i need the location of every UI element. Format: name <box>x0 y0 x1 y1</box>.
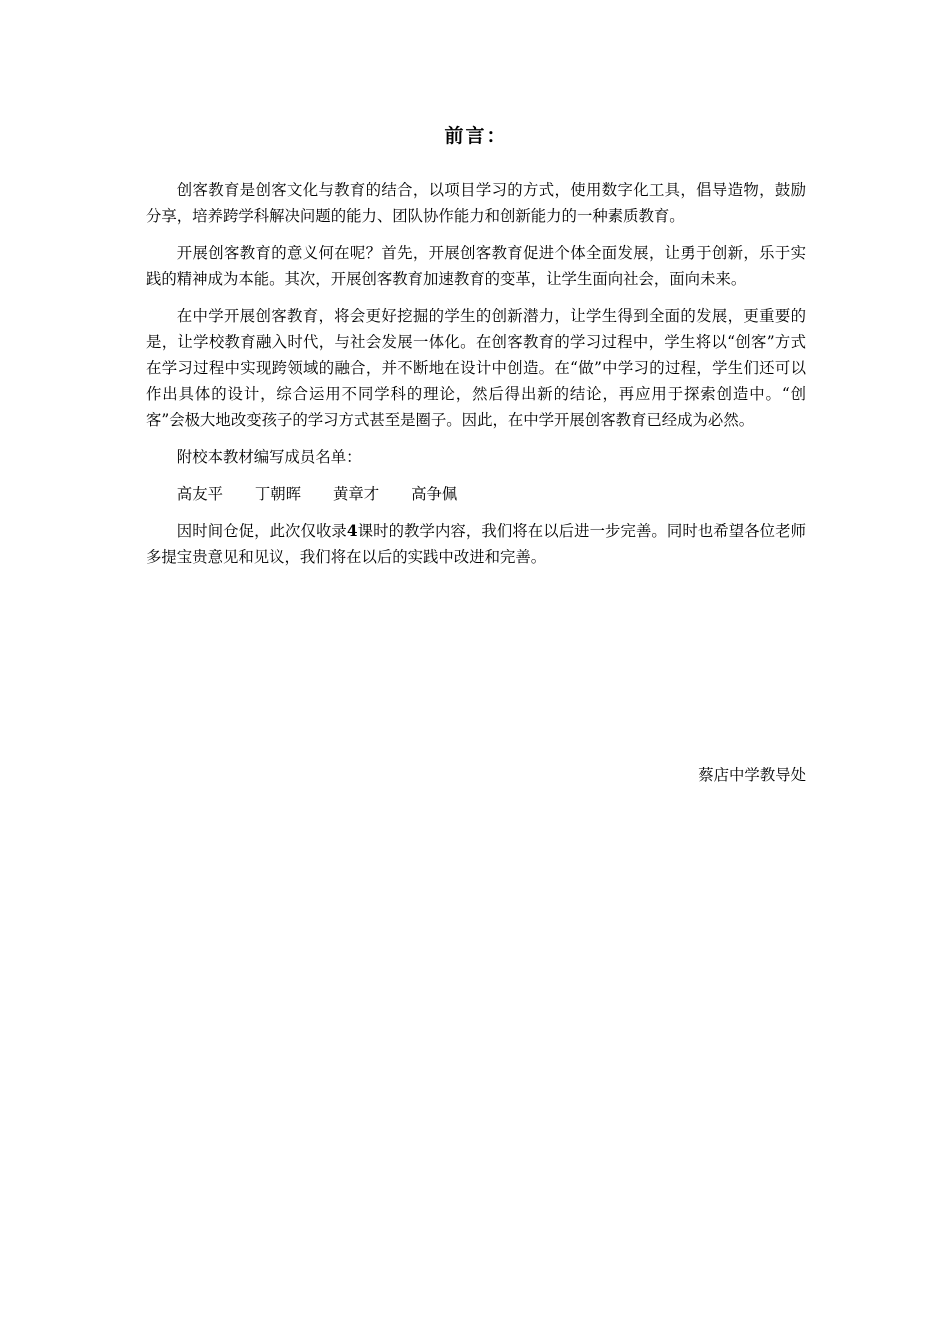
member-name: 高友平 <box>176 485 223 503</box>
member-name: 黄章才 <box>332 485 380 503</box>
paragraph-intro: 创客教育是创客文化与教育的结合，以项目学习的方式，使用数字化工具，倡导造物，鼓励分享，培养跨学科解决问题的能力、团队协作能力和创新能力的一种素质教育。 <box>146 181 806 225</box>
member-list <box>146 481 806 507</box>
signature: 蔡店中学教导处 <box>698 766 806 784</box>
paragraph-significance: 开展创客教育的意义何在呢？首先，开展创客教育促进个体全面发展，让勇于创新，乐于实践的精神成为本能。其次，开展创客教育加速教育的变革，让学生面向社会，面向未来。 <box>146 244 806 288</box>
paragraph-members-heading: 附校本教材编写成员名单： <box>176 448 362 466</box>
paragraph-middle-school: 在中学开展创客教育，将会更好挖掘的学生的创新潜力，让学生得到全面的发展，更重要的是，让学校教育融入时代，与社会发展一体化。在创客教育的学习过程中，学生将以“创客”方式在学习过程中实现跨领域的融合，并不断地在设计中创造。在“做”中学习的过程，学生们还可以作出具体的设计，综合运用不同学科的理论，然后得出新的结论，再应用于探索创造中。“创客”会极大地改变孩子的学习方式甚至是圈子。因此，在中学开展创客教育已经成为必然。 <box>146 307 806 429</box>
member-name: 丁朝晖 <box>254 485 302 503</box>
member-name: 高争佩 <box>411 485 458 503</box>
closing-text-after: 课时的教学内容，我们将在以后进一步完善。同时也希望各位老师多提宝贵意见和见议，我们将在以后的实践中改进和完善。 <box>146 522 806 566</box>
closing-text-before: 因时间仓促，此次仅收录 <box>176 522 347 540</box>
document-body <box>146 177 806 581</box>
lesson-count: 4 <box>346 522 358 540</box>
paragraph-closing <box>146 518 806 570</box>
page-title: 前言： <box>444 125 508 147</box>
